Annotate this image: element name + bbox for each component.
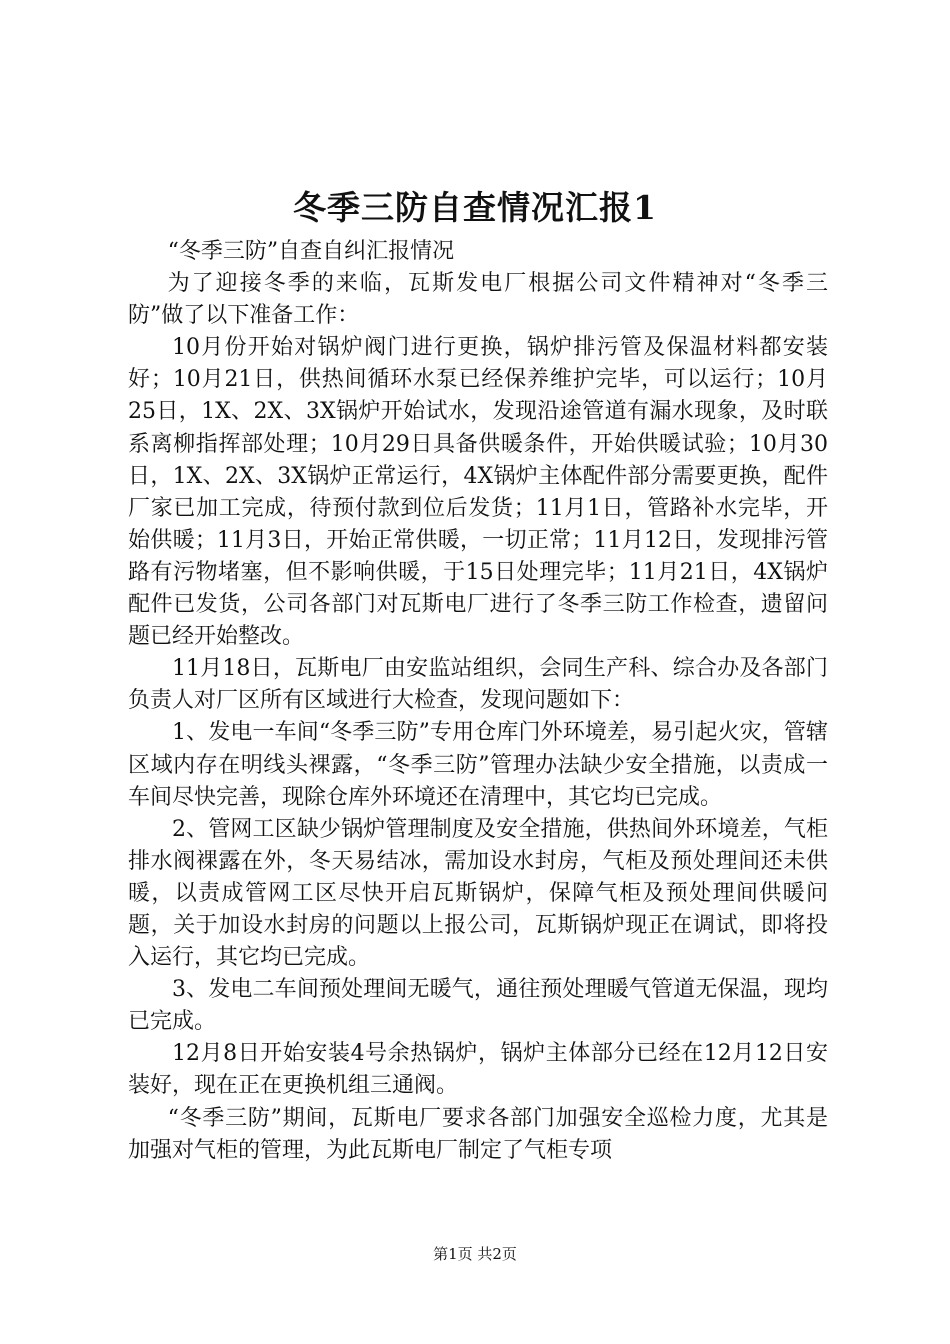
paragraph-timeline: 10月份开始对锅炉阀门进行更换，锅炉排污管及保温材料都安装好；10月21日，供热间循环水泵已经保养维护完毕，可以运行；10月25日，1X、2X、3X锅炉开始试水，发现沿途管道有漏水现象，及时联系离柳指挥部处理；10月29日具备供暖条件，开始供暖试验；10月30日，1X、2X、3X锅炉正常运行，4X锅炉主体配件部分需要更换，配件厂家已加工完成，待预付款到位后发货；11月1日，管路补水完毕，开始供暖；11月3日，开始正常供暖，一切正常；11月12日，发现排污管路有污物堵塞，但不影响供暖，于15日处理完毕；11月21日，4X锅炉配件已发货，公司各部门对瓦斯电厂进行了冬季三防工作检查，遗留问题已经开始整改。: [128, 335, 828, 650]
paragraph-issue-3: 3、发电二车间预处理间无暖气，通往预处理暖气管道无保温，现均已完成。: [128, 977, 828, 1035]
paragraph-boiler-install: 12月8日开始安装4号余热锅炉，锅炉主体部分已经在12月12日安装好，现在正在更换机组三通阀。: [128, 1041, 828, 1099]
paragraph-patrol: “冬季三防”期间，瓦斯电厂要求各部门加强安全巡检力度，尤其是加强对气柜的管理，为此瓦斯电厂制定了气柜专项: [128, 1105, 828, 1163]
paragraph-issue-2: 2、管网工区缺少锅炉管理制度及安全措施，供热间外环境差，气柜排水阀裸露在外，冬天易结冰，需加设水封房，气柜及预处理间还未供暖，以责成管网工区尽快开启瓦斯锅炉，保障气柜及预处理间供暖问题，关于加设水封房的问题以上报公司，瓦斯锅炉现正在调试，即将投入运行，其它均已完成。: [128, 816, 828, 971]
document-title: 冬季三防自查情况汇报1: [293, 188, 657, 227]
document-body: [128, 236, 828, 1167]
paragraph-intro: 为了迎接冬季的来临，瓦斯发电厂根据公司文件精神对“冬季三防”做了以下准备工作：: [128, 271, 828, 329]
paragraph-issue-1: 1、发电一车间“冬季三防”专用仓库门外环境差，易引起火灾，管辖区域内存在明线头裸露，“冬季三防”管理办法缺少安全措施，以责成一车间尽快完善，现除仓库外环境还在清理中，其它均已完成。: [128, 720, 828, 810]
page-footer: 第1页 共2页: [433, 1245, 517, 1263]
paragraph-inspection: 11月18日，瓦斯电厂由安监站组织，会同生产科、综合办及各部门负责人对厂区所有区域进行大检查，发现问题如下：: [128, 656, 828, 714]
paragraph-subtitle: “冬季三防”自查自纠汇报情况: [167, 239, 455, 264]
